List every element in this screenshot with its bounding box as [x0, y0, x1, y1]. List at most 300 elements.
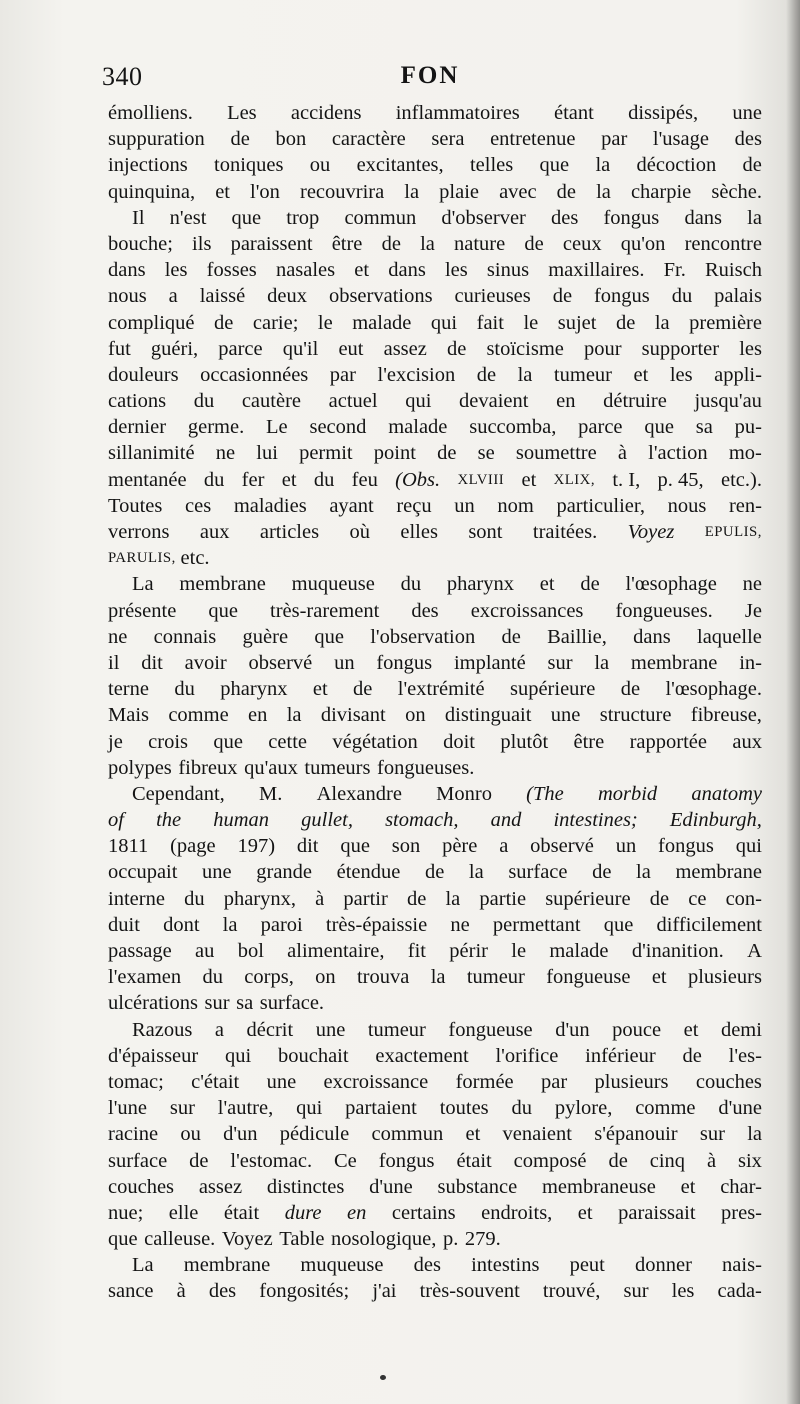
text-line: [108, 179, 762, 205]
word: parce: [578, 416, 623, 439]
word: deux: [267, 285, 308, 308]
word: bol: [237, 940, 264, 962]
word: a: [214, 1018, 224, 1041]
word: 279.: [464, 1228, 501, 1251]
word: de: [580, 573, 600, 596]
word: bon: [275, 128, 307, 151]
word: étendue: [336, 861, 401, 884]
word: fongus: [603, 206, 660, 229]
word: et: [281, 468, 297, 491]
word: de: [189, 1149, 209, 1172]
word: muqueuse: [300, 1254, 384, 1277]
word: et: [683, 1018, 699, 1041]
text-line: [108, 545, 762, 571]
word: intestins: [471, 1254, 540, 1277]
word: pylore,: [554, 1097, 613, 1120]
word: en: [556, 390, 576, 413]
word: permettant: [492, 913, 581, 936]
word: membrane: [183, 1254, 271, 1277]
word: fongus: [378, 1149, 435, 1172]
page-number: 340: [102, 62, 143, 91]
word: aux: [732, 730, 762, 753]
word: couches: [695, 1070, 762, 1093]
word: recouvrira: [300, 180, 385, 203]
word: trouva: [356, 966, 410, 989]
word: que: [603, 913, 634, 936]
word: son: [391, 835, 421, 858]
word: l'une: [108, 1097, 147, 1120]
word: compliqué: [108, 311, 195, 334]
word: une: [732, 102, 762, 124]
word: Ce: [334, 1149, 357, 1172]
word: difficilement: [656, 913, 762, 936]
word: dont: [163, 913, 200, 936]
word: l'œsophage: [625, 573, 717, 596]
word: du: [184, 887, 205, 910]
word: Razous: [132, 1018, 193, 1041]
word: excitantes,: [356, 154, 444, 177]
word: Cependant,: [132, 782, 225, 805]
word: être: [331, 232, 363, 255]
word: et: [651, 966, 667, 989]
word: occasionnées: [200, 363, 309, 386]
word: avec: [499, 180, 537, 203]
word: paraissent: [230, 232, 313, 255]
word: parce: [218, 337, 263, 360]
word: qu'aux: [244, 756, 298, 779]
word: fongueuse: [448, 1018, 533, 1041]
word: reçu: [396, 494, 432, 517]
word: intestines;: [553, 809, 638, 832]
word: du: [193, 390, 215, 413]
word: dans: [108, 259, 146, 282]
word: fibreuse,: [690, 704, 762, 727]
word: une: [550, 704, 581, 727]
word: curieuses: [454, 285, 531, 308]
word: EPULIS,: [704, 524, 762, 540]
word: supérieure: [545, 887, 631, 910]
word: membrane: [179, 573, 266, 596]
text-line: [108, 1043, 762, 1069]
word: malade: [549, 940, 609, 962]
text-line: [108, 859, 762, 885]
word: Il: [132, 206, 145, 229]
word: à: [315, 887, 325, 910]
word: commun: [371, 1123, 444, 1146]
word: et: [680, 1175, 696, 1198]
text-line: [108, 1174, 762, 1200]
word: appli-: [714, 363, 762, 386]
word: que: [314, 625, 344, 648]
word: gullet,: [301, 809, 353, 832]
word: ulcérations: [108, 992, 198, 1015]
word: la: [404, 180, 420, 203]
word: dit: [141, 651, 163, 674]
word: suppuration: [108, 128, 205, 151]
word: nue;: [108, 1201, 144, 1224]
word: fongueuses.: [615, 599, 713, 622]
word: sera: [431, 128, 465, 151]
word: d'observer: [441, 206, 526, 229]
text-line: [108, 231, 762, 257]
word: feu: [351, 468, 378, 491]
word: du: [313, 468, 335, 491]
text-line: [108, 833, 762, 859]
word: guère: [242, 625, 289, 648]
word: ne: [215, 442, 236, 465]
word: périr: [449, 940, 488, 962]
word: sujet: [557, 311, 597, 334]
word: Voyez: [221, 1228, 273, 1251]
word: substance: [437, 1175, 518, 1198]
text-line: [108, 336, 762, 362]
word: Je: [744, 599, 762, 622]
word: pres-: [721, 1201, 762, 1224]
word: sèche.: [711, 180, 762, 203]
word: commun: [344, 206, 417, 229]
word: les: [164, 259, 188, 282]
word: sance: [108, 1280, 154, 1303]
word: donner: [634, 1254, 692, 1277]
word: du: [400, 573, 422, 596]
word: de: [742, 154, 762, 177]
word: pharynx: [220, 678, 288, 701]
page-spine-shadow: [786, 0, 800, 1404]
word: ne: [742, 573, 762, 596]
word: de: [615, 311, 636, 334]
word: sur: [623, 1280, 649, 1303]
word: tumeurs: [304, 756, 371, 779]
word: assez: [383, 337, 427, 360]
word: membraneuse: [541, 1175, 656, 1198]
word: que: [208, 599, 238, 622]
text-line: [108, 257, 762, 283]
word: l'examen: [108, 966, 182, 989]
word: nature: [454, 232, 506, 255]
word: je: [108, 730, 123, 753]
word: XLIX,: [553, 471, 596, 488]
word: étant: [554, 102, 594, 124]
word: guéri,: [150, 337, 199, 360]
text-line: [108, 152, 762, 178]
text-line: [108, 571, 762, 597]
word: à: [617, 442, 627, 465]
word: des: [413, 1254, 441, 1277]
word: qu'il: [282, 337, 319, 360]
word: très-épaissie: [325, 913, 428, 936]
word: du: [202, 966, 223, 989]
word: plusieurs: [594, 1070, 669, 1093]
word: dans: [684, 206, 723, 229]
word: qui: [430, 311, 458, 334]
word: pu-: [734, 416, 762, 439]
word: la: [430, 966, 446, 989]
word: occupait: [108, 861, 178, 884]
word: un: [334, 651, 355, 674]
word: première: [689, 311, 762, 334]
word: qui: [225, 1044, 252, 1067]
word: devaient: [459, 390, 529, 413]
word: était: [456, 1149, 492, 1172]
word: qu'on: [620, 232, 666, 255]
word: père: [442, 835, 478, 858]
word: stoïcisme: [486, 337, 564, 360]
word: p.: [442, 1228, 459, 1251]
word: sont: [468, 521, 503, 543]
word: sinus: [486, 259, 530, 282]
word: par: [540, 1070, 568, 1093]
word: par: [329, 363, 356, 386]
word: dernier: [108, 416, 167, 439]
word: de: [476, 363, 497, 386]
word: les: [671, 1280, 695, 1303]
word: articles: [259, 521, 320, 543]
text-line: [108, 205, 762, 231]
word: succomba,: [469, 416, 557, 439]
word: composé: [513, 1149, 587, 1172]
text-line: [108, 624, 762, 650]
word: de: [608, 1149, 628, 1172]
word: observé: [248, 651, 313, 674]
word: et: [521, 468, 537, 491]
word: connais: [153, 625, 217, 648]
word: de: [230, 128, 250, 151]
word: La: [132, 1254, 154, 1277]
word: l'estomac.: [230, 1149, 313, 1172]
word: (page: [170, 835, 216, 858]
text-line: [108, 362, 762, 388]
word: la: [594, 651, 610, 674]
word: fongueuses.: [377, 756, 475, 779]
text-line: [108, 755, 762, 781]
word: Mais: [108, 704, 149, 727]
word: et: [577, 1201, 593, 1224]
text-line: [108, 1278, 762, 1304]
word: fut: [108, 337, 131, 360]
word: XLVIII: [457, 471, 505, 488]
word: A: [747, 940, 762, 962]
word: la: [654, 311, 670, 334]
word: l'excision: [377, 363, 456, 386]
word: accidens: [290, 102, 362, 124]
word: l'usage: [652, 128, 709, 151]
word: de: [446, 337, 467, 360]
word: mo-: [728, 442, 762, 465]
word: et: [539, 573, 555, 596]
body-text: [108, 100, 762, 1305]
word: nom: [497, 494, 534, 517]
word: la: [636, 861, 651, 884]
word: du: [511, 1097, 532, 1120]
word: du: [671, 285, 693, 308]
word: pour: [583, 337, 622, 360]
word: supporter: [641, 337, 720, 360]
word: ren-: [728, 494, 762, 517]
word: passage: [108, 940, 172, 962]
word: du: [174, 678, 195, 701]
word: exactement: [375, 1044, 469, 1067]
word: qui: [405, 390, 432, 413]
word: couches: [108, 1175, 175, 1198]
text-line: [108, 964, 762, 990]
word: l'es-: [728, 1044, 762, 1067]
word: pharynx,: [223, 887, 297, 910]
word: (The: [526, 782, 564, 805]
word: la: [595, 154, 611, 177]
word: fer: [241, 468, 265, 491]
word: des: [551, 206, 579, 229]
text-line: [108, 1121, 762, 1147]
word: l'extrémité: [397, 678, 485, 701]
text-line: [108, 729, 762, 755]
word: pédicule: [279, 1123, 350, 1146]
word: de: [501, 625, 521, 648]
word: etc.: [180, 547, 210, 570]
word: fongus: [658, 835, 714, 858]
word: venaient: [502, 1123, 572, 1146]
word: dure: [284, 1201, 322, 1224]
word: des: [208, 1280, 237, 1303]
word: assez: [198, 1175, 243, 1198]
word: the: [156, 809, 182, 832]
word: M.: [259, 782, 283, 805]
word: racine: [108, 1123, 159, 1146]
word: que: [539, 154, 570, 177]
word: partie: [479, 887, 527, 910]
word: grande: [256, 861, 313, 884]
word: l'autre,: [217, 1097, 274, 1120]
word: un: [454, 494, 475, 517]
word: fosses: [206, 259, 257, 282]
word: actuel: [328, 390, 378, 413]
word: que: [231, 206, 262, 229]
word: point: [373, 442, 416, 465]
word: muqueuse: [291, 573, 375, 596]
word: ne: [108, 625, 128, 648]
word: verrons: [108, 521, 170, 543]
word: caractère: [331, 128, 406, 151]
word: la: [596, 180, 611, 203]
word: a: [499, 835, 509, 858]
word: plaie: [439, 180, 479, 203]
word: l'œsophage.: [665, 678, 762, 701]
word: duit: [108, 913, 140, 936]
word: nous: [667, 494, 707, 517]
word: etc.).: [720, 468, 762, 491]
word: ne: [450, 913, 470, 936]
word: interne: [108, 887, 165, 910]
word: de: [353, 678, 373, 701]
word: fongosités;: [259, 1280, 350, 1303]
word: comme: [635, 1097, 696, 1120]
word: que: [644, 416, 674, 439]
word: certains: [391, 1201, 456, 1224]
word: Toutes: [108, 494, 163, 517]
word: l'observation: [370, 625, 476, 648]
word: mentanée: [108, 468, 187, 491]
text-line: [108, 519, 762, 545]
word: nous: [108, 285, 147, 308]
word: où: [349, 521, 370, 543]
word: particulier,: [556, 494, 645, 517]
word: la: [468, 861, 484, 884]
word: de: [406, 887, 427, 910]
word: human: [213, 809, 270, 832]
word: le: [523, 311, 539, 334]
word: trop: [286, 206, 320, 229]
text-line: [108, 990, 762, 1016]
word: la: [517, 363, 533, 386]
word: nasales: [275, 259, 336, 282]
text-line: [108, 912, 762, 938]
word: sur: [204, 992, 230, 1015]
word: eut: [338, 337, 364, 360]
word: palais: [714, 285, 762, 308]
word: dans: [633, 625, 671, 648]
word: et: [312, 678, 328, 701]
word: partaient: [345, 1097, 417, 1120]
word: très-rarement: [270, 599, 380, 622]
word: injections: [108, 154, 188, 177]
word: (Obs.: [395, 468, 441, 491]
ink-spot: [380, 1375, 386, 1380]
word: ayant: [329, 494, 374, 517]
word: dissipés,: [628, 102, 699, 124]
word: paroi: [260, 913, 303, 936]
word: sa: [695, 416, 713, 439]
word: la: [420, 232, 435, 255]
word: fongus: [593, 285, 650, 308]
word: t. I,: [612, 468, 641, 491]
word: l'action: [648, 442, 708, 465]
word: tumeur: [553, 363, 612, 386]
word: de: [424, 861, 445, 884]
word: la: [445, 887, 461, 910]
word: végétation: [332, 730, 418, 753]
word: rencontre: [684, 232, 762, 255]
word: distinguait: [444, 704, 532, 727]
word: et: [354, 259, 370, 282]
word: que: [340, 835, 370, 858]
word: fait: [476, 311, 504, 334]
word: et: [465, 1123, 481, 1146]
word: crois: [148, 730, 188, 753]
word: paraissait: [618, 1201, 696, 1224]
word: une: [315, 1018, 346, 1041]
word: observations: [328, 285, 433, 308]
word: très-souvent: [419, 1280, 520, 1303]
word: implanté: [453, 651, 526, 674]
word: une: [266, 1070, 297, 1093]
text-line: [108, 598, 762, 624]
word: pharynx: [446, 573, 515, 596]
word: traitées.: [532, 521, 598, 543]
text-line: [108, 781, 762, 807]
word: sa: [236, 992, 254, 1015]
text-line: [108, 126, 762, 152]
word: d'inanition.: [631, 940, 724, 962]
word: soumettre: [515, 442, 597, 465]
word: ou: [180, 1123, 201, 1146]
word: anatomy: [691, 782, 762, 805]
word: on: [315, 966, 336, 989]
word: la: [222, 913, 238, 936]
word: n'est: [169, 206, 207, 229]
text-line: [108, 283, 762, 309]
word: Alexandre: [316, 782, 402, 805]
word: telles: [469, 154, 514, 177]
word: alimentaire,: [287, 940, 385, 962]
